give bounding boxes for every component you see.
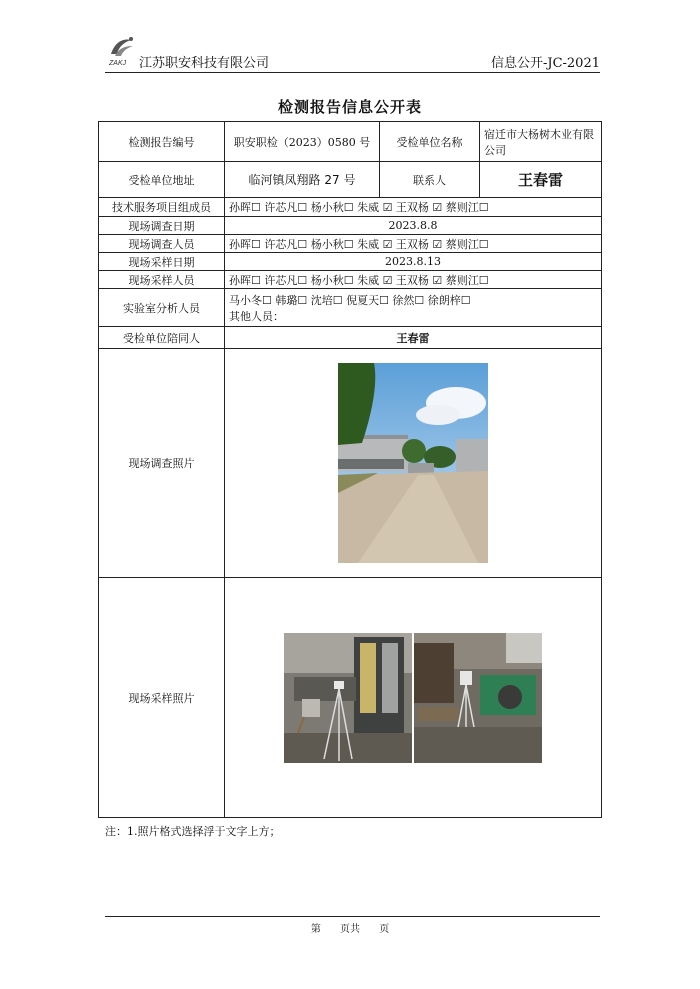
sampling-photo-left xyxy=(284,633,412,763)
address-value: 临河镇凤翔路 27 号 xyxy=(225,162,380,198)
footer-page: 第 xyxy=(310,924,321,935)
company-logo xyxy=(105,34,139,68)
survey-staff-value: 孙晖☐ 许芯凡☐ 杨小秋☐ 朱威 ☑ 王双杨 ☑ 蔡则江☐ xyxy=(225,235,602,253)
unit-name-label: 受检单位名称 xyxy=(380,122,480,162)
escort-label: 受检单位陪同人 xyxy=(99,327,225,349)
footer-divider xyxy=(105,916,600,917)
report-no-label: 检测报告编号 xyxy=(99,122,225,162)
survey-date-value: 2023.8.8 xyxy=(225,217,602,235)
sampling-photo-label: 现场采样照片 xyxy=(99,578,225,818)
footnote: 注：1.照片格式选择浮于文字上方； xyxy=(105,825,281,838)
page-title: 检测报告信息公开表 xyxy=(277,98,422,116)
survey-photo xyxy=(338,363,488,563)
survey-date-label: 现场调查日期 xyxy=(99,217,225,235)
unit-name-value: 宿迁市大杨树木业有限公司 xyxy=(480,122,602,162)
survey-photo-cell xyxy=(225,349,602,578)
lab-staff-value xyxy=(225,289,602,327)
lab-staff-line2: 其他人员： xyxy=(229,309,284,323)
sampling-photo-cell xyxy=(225,578,602,818)
survey-photo-label: 现场调查照片 xyxy=(99,349,225,578)
report-table xyxy=(98,121,602,818)
footer-total: 页共 xyxy=(340,924,360,935)
sampling-date-value: 2023.8.13 xyxy=(225,253,602,271)
sampling-staff-label: 现场采样人员 xyxy=(99,271,225,289)
contact-label: 联系人 xyxy=(380,162,480,198)
sampling-photo-right xyxy=(414,633,542,763)
sampling-date-label: 现场采样日期 xyxy=(99,253,225,271)
team-label: 技术服务项目组成员 xyxy=(99,198,225,217)
survey-staff-label: 现场调查人员 xyxy=(99,235,225,253)
page-footer xyxy=(0,920,700,935)
svg-text:ZAKJ: ZAKJ xyxy=(109,60,127,67)
team-value: 孙晖☐ 许芯凡☐ 杨小秋☐ 朱威 ☑ 王双杨 ☑ 蔡则江☐ xyxy=(225,198,602,217)
sampling-staff-value: 孙晖☐ 许芯凡☐ 杨小秋☐ 朱威 ☑ 王双杨 ☑ 蔡则江☐ xyxy=(225,271,602,289)
company-name: 江苏职安科技有限公司 xyxy=(139,56,270,71)
footer-end: 页 xyxy=(379,924,390,935)
page-header xyxy=(105,34,600,73)
lab-staff-line1: 马小冬☐ 韩璐☐ 沈培☐ 倪夏天☐ 徐然☐ 徐朗梓☐ xyxy=(229,293,471,307)
document-number: 信息公开-JC-2021 xyxy=(490,56,600,71)
address-label: 受检单位地址 xyxy=(99,162,225,198)
lab-staff-label: 实验室分析人员 xyxy=(99,289,225,327)
escort-value: 王春雷 xyxy=(225,327,602,349)
contact-value: 王春雷 xyxy=(480,162,602,198)
report-no-value: 职安职检（2023）0580 号 xyxy=(225,122,380,162)
